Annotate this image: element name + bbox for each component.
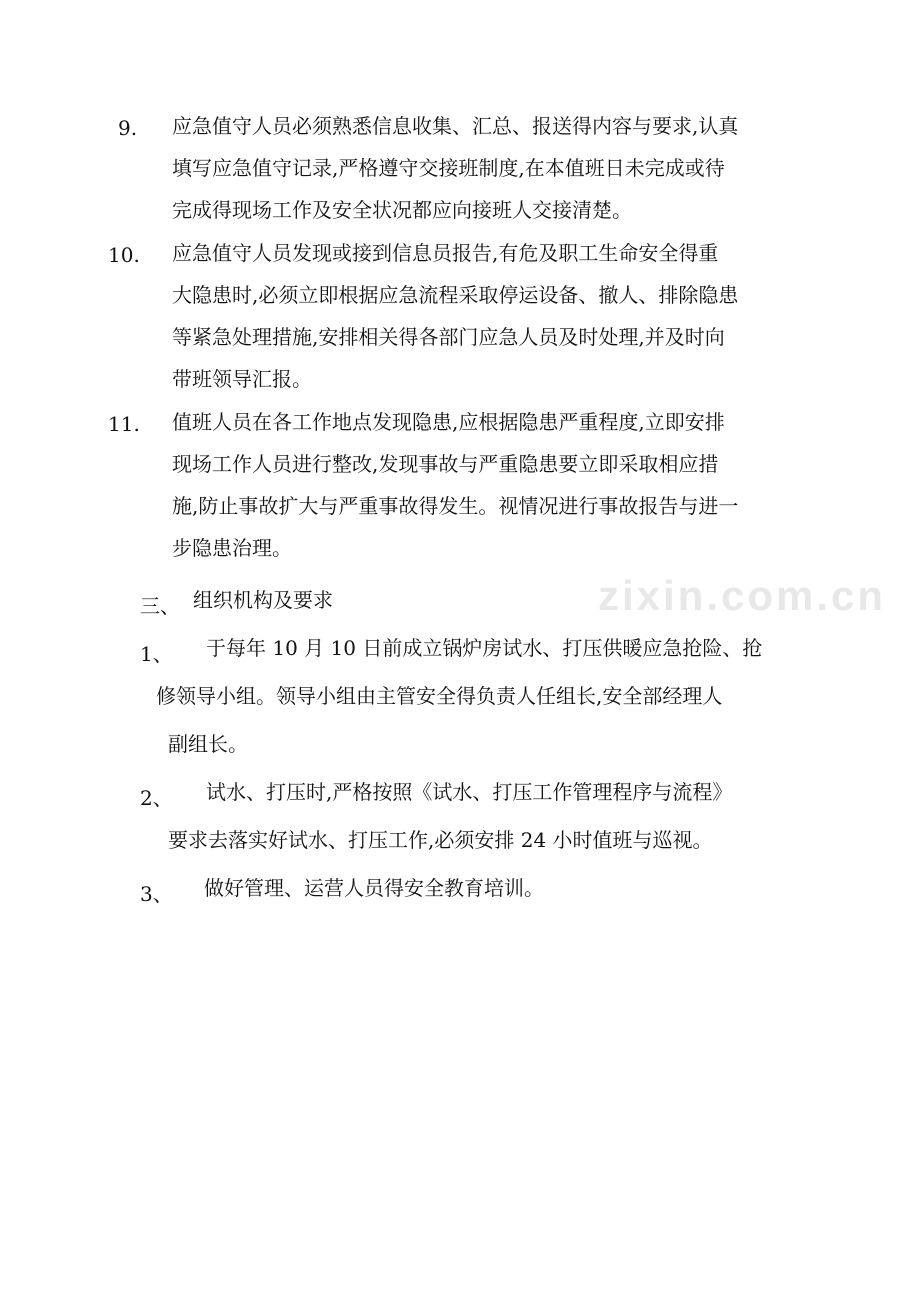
- sub-item-number: 1、: [140, 642, 173, 666]
- sub-item-number: 2、: [140, 786, 173, 810]
- item-text-line: 等紧急处理措施,安排相关得各部门应急人员及时处理,并及时向: [172, 325, 725, 349]
- sub-item-number: 3、: [140, 882, 173, 906]
- item-number: 11.: [108, 412, 140, 436]
- sub-item-text-line: 要求去落实好试水、打压工作,必须安排 24 小时值班与巡视。: [168, 828, 713, 852]
- item-text-line: 大隐患时,必须立即根据应急流程采取停运设备、撤人、排除隐患: [172, 283, 739, 307]
- sub-item-text-line: 试水、打压时,严格按照《试水、打压工作管理程序与流程》: [206, 780, 733, 804]
- section-number: 三、: [140, 594, 180, 618]
- item-text-line: 应急值守人员发现或接到信息员报告,有危及职工生命安全得重: [172, 241, 719, 265]
- item-text-line: 完成得现场工作及安全状况都应向接班人交接清楚。: [172, 198, 632, 222]
- item-number: 10.: [108, 243, 140, 267]
- item-text-line: 填写应急值守记录,严格遵守交接班制度,在本值班日未完成或待: [172, 156, 725, 180]
- item-text-line: 值班人员在各工作地点发现隐患,应根据隐患严重程度,立即安排: [172, 410, 725, 434]
- section-title: 组织机构及要求: [193, 588, 333, 612]
- item-text-line: 现场工作人员进行整改,发现事故与严重隐患要立即采取相应措: [172, 452, 719, 476]
- item-text-line: 步隐患治理。: [172, 536, 292, 560]
- sub-item-text-line: 修领导小组。领导小组由主管安全得负责人任组长,安全部经理人: [156, 684, 723, 708]
- item-text-line: 施,防止事故扩大与严重事故得发生。视情况进行事故报告与进一: [172, 494, 739, 518]
- item-text-line: 应急值守人员必须熟悉信息收集、汇总、报送得内容与要求,认真: [172, 114, 739, 138]
- sub-item-text-line: 副组长。: [168, 732, 248, 756]
- sub-item-text-line: 做好管理、运营人员得安全教育培训。: [204, 876, 544, 900]
- watermark: zixin.com.cn: [598, 572, 887, 619]
- item-number: 9.: [118, 116, 138, 140]
- sub-item-text-line: 于每年 10 月 10 日前成立锅炉房试水、打压供暖应急抢险、抢: [206, 636, 763, 660]
- item-text-line: 带班领导汇报。: [172, 367, 312, 391]
